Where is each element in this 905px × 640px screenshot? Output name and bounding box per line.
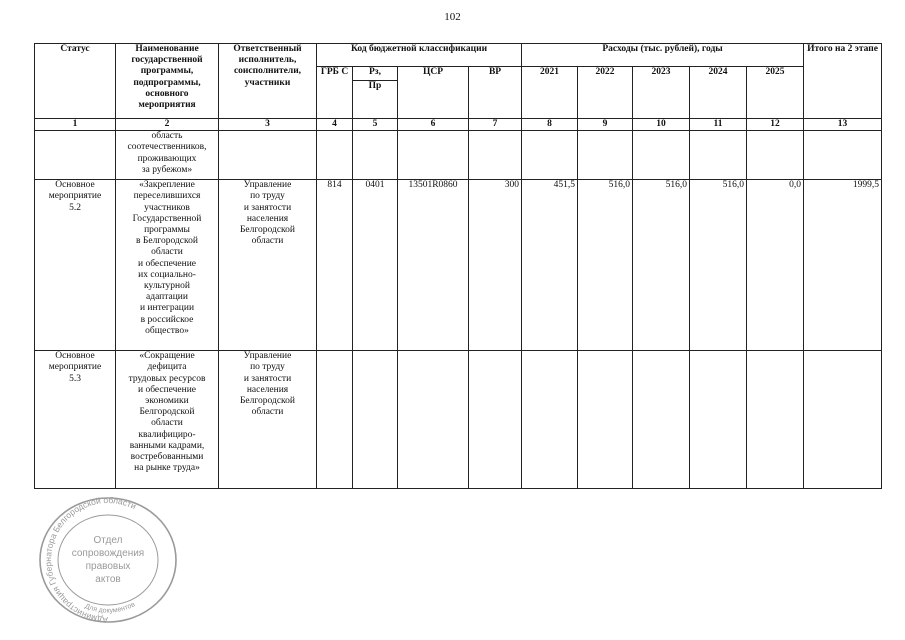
column-number: 12 [747, 119, 804, 131]
column-number: 1 [35, 119, 116, 131]
stamp-center-line2: сопровождения [71, 548, 145, 559]
budget-table [34, 43, 882, 489]
stamp-center-line3: правовых [85, 561, 131, 572]
row-grbs [317, 351, 353, 489]
row-2025 [747, 131, 804, 180]
header-vr: ВР [469, 67, 522, 119]
column-number-row [35, 119, 882, 131]
row-total [804, 351, 882, 489]
row-2025: 0,0 [747, 180, 804, 351]
table-row-measure-5-2 [35, 180, 882, 351]
row-2024 [690, 351, 747, 489]
column-number: 8 [522, 119, 578, 131]
row-rz: 0401 [353, 180, 398, 351]
row-name: «Сокращение дефицита трудовых ресурсов и обеспечение экономики Белгородской области квалифициро- ванными кадрами, востребованными на рынке труда» [116, 351, 219, 489]
stamp-center-line4: актов [95, 574, 121, 585]
row-vr [469, 131, 522, 180]
column-number: 3 [219, 119, 317, 131]
header-budget-code: Код бюджетной классификации [317, 44, 522, 67]
column-number: 10 [633, 119, 690, 131]
row-csr: 13501R0860 [398, 180, 469, 351]
header-year-2025: 2025 [747, 67, 804, 119]
row-2021: 451,5 [522, 180, 578, 351]
row-vr [469, 351, 522, 489]
header-rz: Рз, [353, 67, 398, 81]
header-grbs: ГРБ С [317, 67, 353, 119]
row-responsible: Управление по труду и занятости населения Белгородской области [219, 180, 317, 351]
header-pr: Пр [353, 81, 398, 119]
row-status [35, 131, 116, 180]
row-2025 [747, 351, 804, 489]
row-2023 [633, 131, 690, 180]
row-name: «Закрепление переселившихся участников Государственной программы в Белгородской области и обеспечение их социально- культурной адаптации и интеграции в российское общество» [116, 180, 219, 351]
header-status: Статус [35, 44, 116, 119]
row-2021 [522, 131, 578, 180]
column-number: 7 [469, 119, 522, 131]
row-vr: 300 [469, 180, 522, 351]
row-status: Основное мероприятие 5.3 [35, 351, 116, 489]
row-2021 [522, 351, 578, 489]
column-number: 11 [690, 119, 747, 131]
column-number: 5 [353, 119, 398, 131]
header-program-name: Наименование государственной программы, подпрограммы, основного мероприятия [116, 44, 219, 119]
stamp-inner-ring [58, 515, 158, 605]
row-responsible [219, 131, 317, 180]
row-2023 [633, 351, 690, 489]
row-2024: 516,0 [690, 180, 747, 351]
column-number: 4 [317, 119, 353, 131]
row-2023: 516,0 [633, 180, 690, 351]
stamp-ring-text: Администрация Губернатора Белгородской области [43, 495, 138, 625]
column-number: 6 [398, 119, 469, 131]
row-2024 [690, 131, 747, 180]
row-total [804, 131, 882, 180]
header-year-2021: 2021 [522, 67, 578, 119]
column-number: 9 [578, 119, 633, 131]
row-2022 [578, 351, 633, 489]
row-rz [353, 131, 398, 180]
header-total: Итого на 2 этапе [804, 44, 882, 119]
header-row-top [35, 44, 882, 67]
row-2022 [578, 131, 633, 180]
row-total: 1999,5 [804, 180, 882, 351]
header-year-2024: 2024 [690, 67, 747, 119]
stamp-center-line1: Отдел [93, 535, 123, 546]
row-csr [398, 351, 469, 489]
row-2022: 516,0 [578, 180, 633, 351]
header-year-2022: 2022 [578, 67, 633, 119]
page-number: 102 [444, 11, 461, 23]
table-row-measure-5-3 [35, 351, 882, 489]
header-csr: ЦСР [398, 67, 469, 119]
header-responsible: Ответственный исполнитель, соисполнители, участники [219, 44, 317, 119]
stamp-bottom-text: Для документов [83, 601, 137, 615]
row-name: область соотечественников, проживающих за рубежом» [116, 131, 219, 180]
row-rz [353, 351, 398, 489]
column-number: 13 [804, 119, 882, 131]
column-number: 2 [116, 119, 219, 131]
row-grbs [317, 131, 353, 180]
table-row-continuation [35, 131, 882, 180]
row-responsible: Управление по труду и занятости населения Белгородской области [219, 351, 317, 489]
row-grbs: 814 [317, 180, 353, 351]
header-year-2023: 2023 [633, 67, 690, 119]
header-expenses: Расходы (тыс. рублей), годы [522, 44, 804, 67]
row-status: Основное мероприятие 5.2 [35, 180, 116, 351]
row-csr [398, 131, 469, 180]
official-stamp [33, 495, 183, 625]
